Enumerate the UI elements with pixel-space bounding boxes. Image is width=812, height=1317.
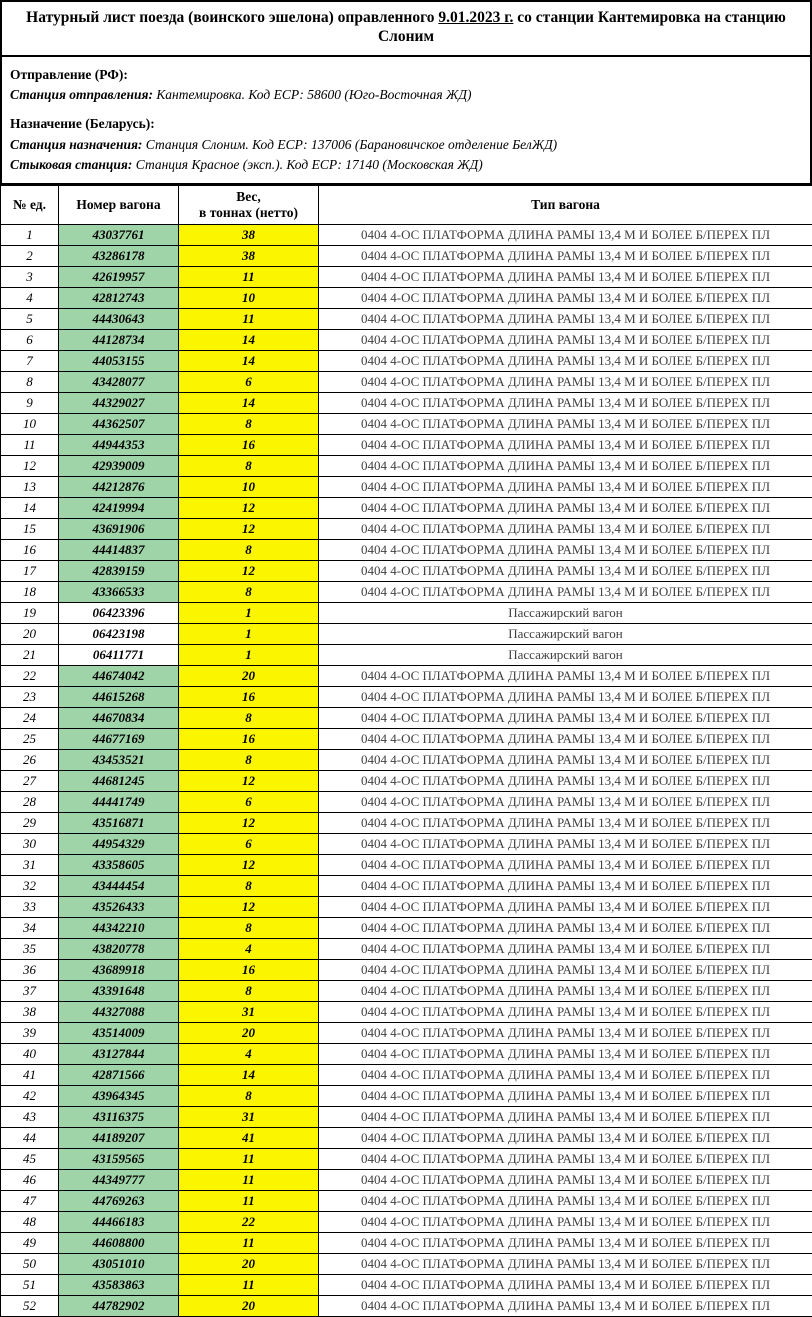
cell-unit-number: 39: [1, 1023, 59, 1044]
cell-car-type: 0404 4-ОС ПЛАТФОРМА ДЛИНА РАМЫ 13,4 М И БОЛЕЕ Б/ПЕРЕХ ПЛ: [319, 1233, 812, 1254]
header-car-number: Номер вагона: [59, 186, 179, 225]
cell-weight: 6: [179, 372, 319, 393]
cell-car-number: 44608800: [59, 1233, 179, 1254]
cell-car-type: Пассажирский вагон: [319, 624, 812, 645]
route-info-block: [0, 57, 812, 185]
cell-weight: 16: [179, 960, 319, 981]
cell-weight: 20: [179, 1023, 319, 1044]
table-row: [1, 1023, 812, 1044]
cell-car-type: 0404 4-ОС ПЛАТФОРМА ДЛИНА РАМЫ 13,4 М И БОЛЕЕ Б/ПЕРЕХ ПЛ: [319, 855, 812, 876]
cell-car-number: 43116375: [59, 1107, 179, 1128]
cell-car-number: 42871566: [59, 1065, 179, 1086]
table-row: [1, 351, 812, 372]
cell-unit-number: 25: [1, 729, 59, 750]
table-row: [1, 288, 812, 309]
cell-car-number: 44615268: [59, 687, 179, 708]
cell-unit-number: 40: [1, 1044, 59, 1065]
table-row: [1, 1149, 812, 1170]
departure-station-line: [10, 85, 802, 105]
cell-car-number: 42812743: [59, 288, 179, 309]
cell-car-type: 0404 4-ОС ПЛАТФОРМА ДЛИНА РАМЫ 13,4 М И БОЛЕЕ Б/ПЕРЕХ ПЛ: [319, 708, 812, 729]
cell-unit-number: 43: [1, 1107, 59, 1128]
cell-car-number: 44212876: [59, 477, 179, 498]
cell-unit-number: 48: [1, 1212, 59, 1233]
table-header-row: [1, 186, 812, 225]
cell-car-type: 0404 4-ОС ПЛАТФОРМА ДЛИНА РАМЫ 13,4 М И БОЛЕЕ Б/ПЕРЕХ ПЛ: [319, 582, 812, 603]
cell-car-type: 0404 4-ОС ПЛАТФОРМА ДЛИНА РАМЫ 13,4 М И БОЛЕЕ Б/ПЕРЕХ ПЛ: [319, 498, 812, 519]
cell-car-type: 0404 4-ОС ПЛАТФОРМА ДЛИНА РАМЫ 13,4 М И БОЛЕЕ Б/ПЕРЕХ ПЛ: [319, 1170, 812, 1191]
cell-car-type: 0404 4-ОС ПЛАТФОРМА ДЛИНА РАМЫ 13,4 М И БОЛЕЕ Б/ПЕРЕХ ПЛ: [319, 981, 812, 1002]
cell-car-number: 43453521: [59, 750, 179, 771]
cell-unit-number: 6: [1, 330, 59, 351]
cell-car-type: 0404 4-ОС ПЛАТФОРМА ДЛИНА РАМЫ 13,4 М И БОЛЕЕ Б/ПЕРЕХ ПЛ: [319, 267, 812, 288]
table-row: [1, 414, 812, 435]
cell-weight: 20: [179, 1254, 319, 1275]
cell-weight: 10: [179, 288, 319, 309]
cars-table-head: [1, 186, 812, 225]
cell-car-number: 44362507: [59, 414, 179, 435]
table-row: [1, 1254, 812, 1275]
cell-unit-number: 23: [1, 687, 59, 708]
table-row: [1, 477, 812, 498]
cell-car-type: 0404 4-ОС ПЛАТФОРМА ДЛИНА РАМЫ 13,4 М И БОЛЕЕ Б/ПЕРЕХ ПЛ: [319, 330, 812, 351]
table-row: [1, 855, 812, 876]
table-row: [1, 267, 812, 288]
cell-unit-number: 36: [1, 960, 59, 981]
cell-car-number: 43691906: [59, 519, 179, 540]
cell-unit-number: 32: [1, 876, 59, 897]
table-row: [1, 708, 812, 729]
cell-car-number: 44674042: [59, 666, 179, 687]
departure-header: Отправление (РФ):: [10, 67, 128, 82]
cell-weight: 11: [179, 1149, 319, 1170]
cell-unit-number: 21: [1, 645, 59, 666]
table-row: [1, 1065, 812, 1086]
cell-weight: 11: [179, 1233, 319, 1254]
cell-car-number: 43428077: [59, 372, 179, 393]
cell-car-type: 0404 4-ОС ПЛАТФОРМА ДЛИНА РАМЫ 13,4 М И БОЛЕЕ Б/ПЕРЕХ ПЛ: [319, 1212, 812, 1233]
table-row: [1, 330, 812, 351]
table-row: [1, 1233, 812, 1254]
cell-weight: 8: [179, 708, 319, 729]
cell-weight: 16: [179, 729, 319, 750]
cell-weight: 8: [179, 456, 319, 477]
cell-weight: 20: [179, 1296, 319, 1317]
title-date: 9.01.2023 г.: [438, 9, 513, 26]
cell-weight: 11: [179, 267, 319, 288]
cell-car-number: 44466183: [59, 1212, 179, 1233]
cell-car-number: 44681245: [59, 771, 179, 792]
table-row: [1, 813, 812, 834]
cell-weight: 12: [179, 519, 319, 540]
cell-car-number: 43159565: [59, 1149, 179, 1170]
cell-unit-number: 1: [1, 225, 59, 246]
header-num: № ед.: [1, 186, 59, 225]
cell-weight: 38: [179, 246, 319, 267]
cell-car-number: 44349777: [59, 1170, 179, 1191]
cell-car-number: 44053155: [59, 351, 179, 372]
destination-value: Станция Слоним. Код ЕСР: 137006 (Барановичское отделение БелЖД): [146, 137, 557, 152]
cell-car-number: 43514009: [59, 1023, 179, 1044]
cell-car-number: 06411771: [59, 645, 179, 666]
cell-car-number: 44430643: [59, 309, 179, 330]
cell-unit-number: 28: [1, 792, 59, 813]
table-row: [1, 372, 812, 393]
table-row: [1, 540, 812, 561]
table-row: [1, 1275, 812, 1296]
cell-unit-number: 17: [1, 561, 59, 582]
cell-weight: 22: [179, 1212, 319, 1233]
table-row: [1, 1002, 812, 1023]
table-row: [1, 561, 812, 582]
cell-unit-number: 8: [1, 372, 59, 393]
cell-unit-number: 30: [1, 834, 59, 855]
cell-car-type: 0404 4-ОС ПЛАТФОРМА ДЛИНА РАМЫ 13,4 М И БОЛЕЕ Б/ПЕРЕХ ПЛ: [319, 309, 812, 330]
cell-car-number: 42939009: [59, 456, 179, 477]
table-row: [1, 1128, 812, 1149]
cell-weight: 8: [179, 750, 319, 771]
cell-unit-number: 44: [1, 1128, 59, 1149]
table-row: [1, 981, 812, 1002]
info-spacer: [10, 105, 802, 114]
cell-car-type: 0404 4-ОС ПЛАТФОРМА ДЛИНА РАМЫ 13,4 М И БОЛЕЕ Б/ПЕРЕХ ПЛ: [319, 1065, 812, 1086]
destination-header: Назначение (Беларусь):: [10, 116, 155, 131]
header-car-type: Тип вагона: [319, 186, 812, 225]
cell-unit-number: 51: [1, 1275, 59, 1296]
cell-weight: 4: [179, 939, 319, 960]
cell-car-number: 43286178: [59, 246, 179, 267]
cell-car-type: 0404 4-ОС ПЛАТФОРМА ДЛИНА РАМЫ 13,4 М И БОЛЕЕ Б/ПЕРЕХ ПЛ: [319, 1002, 812, 1023]
cell-weight: 11: [179, 1275, 319, 1296]
cell-weight: 8: [179, 582, 319, 603]
table-row: [1, 1212, 812, 1233]
table-row: [1, 1086, 812, 1107]
cell-weight: 12: [179, 561, 319, 582]
cars-table-body: [1, 225, 812, 1317]
cell-unit-number: 33: [1, 897, 59, 918]
cell-car-type: 0404 4-ОС ПЛАТФОРМА ДЛИНА РАМЫ 13,4 М И БОЛЕЕ Б/ПЕРЕХ ПЛ: [319, 1191, 812, 1212]
cell-weight: 4: [179, 1044, 319, 1065]
cell-unit-number: 46: [1, 1170, 59, 1191]
cell-unit-number: 13: [1, 477, 59, 498]
cell-unit-number: 2: [1, 246, 59, 267]
junction-value: Станция Красное (эксп.). Код ЕСР: 17140 (Московская ЖД): [136, 157, 483, 172]
header-weight-line1: Вес,: [181, 189, 316, 205]
table-row: [1, 582, 812, 603]
table-row: [1, 876, 812, 897]
table-row: [1, 1191, 812, 1212]
cell-unit-number: 29: [1, 813, 59, 834]
cell-car-number: 44329027: [59, 393, 179, 414]
cell-unit-number: 26: [1, 750, 59, 771]
cell-weight: 8: [179, 876, 319, 897]
cell-unit-number: 45: [1, 1149, 59, 1170]
cell-car-type: 0404 4-ОС ПЛАТФОРМА ДЛИНА РАМЫ 13,4 М И БОЛЕЕ Б/ПЕРЕХ ПЛ: [319, 1023, 812, 1044]
cell-car-type: 0404 4-ОС ПЛАТФОРМА ДЛИНА РАМЫ 13,4 М И БОЛЕЕ Б/ПЕРЕХ ПЛ: [319, 351, 812, 372]
departure-label: Станция отправления:: [10, 87, 153, 102]
cell-unit-number: 38: [1, 1002, 59, 1023]
cell-car-type: 0404 4-ОС ПЛАТФОРМА ДЛИНА РАМЫ 13,4 М И БОЛЕЕ Б/ПЕРЕХ ПЛ: [319, 456, 812, 477]
cell-unit-number: 24: [1, 708, 59, 729]
table-row: [1, 246, 812, 267]
table-row: [1, 498, 812, 519]
junction-station-line: [10, 155, 802, 175]
cell-unit-number: 10: [1, 414, 59, 435]
cell-weight: 12: [179, 813, 319, 834]
cell-car-type: 0404 4-ОС ПЛАТФОРМА ДЛИНА РАМЫ 13,4 М И БОЛЕЕ Б/ПЕРЕХ ПЛ: [319, 540, 812, 561]
departure-value: Кантемировка. Код ЕСР: 58600 (Юго-Восточная ЖД): [156, 87, 471, 102]
cell-unit-number: 4: [1, 288, 59, 309]
cell-unit-number: 11: [1, 435, 59, 456]
cars-table: [0, 185, 812, 1317]
table-row: [1, 456, 812, 477]
cell-weight: 12: [179, 498, 319, 519]
cell-car-number: 43820778: [59, 939, 179, 960]
table-row: [1, 309, 812, 330]
cell-car-number: 44414837: [59, 540, 179, 561]
cell-car-type: 0404 4-ОС ПЛАТФОРМА ДЛИНА РАМЫ 13,4 М И БОЛЕЕ Б/ПЕРЕХ ПЛ: [319, 519, 812, 540]
cell-weight: 8: [179, 414, 319, 435]
table-row: [1, 687, 812, 708]
cell-unit-number: 5: [1, 309, 59, 330]
cell-unit-number: 27: [1, 771, 59, 792]
table-row: [1, 1107, 812, 1128]
destination-header-line: [10, 114, 802, 134]
cell-weight: 1: [179, 603, 319, 624]
cell-car-number: 43583863: [59, 1275, 179, 1296]
cell-weight: 38: [179, 225, 319, 246]
cell-car-number: 44677169: [59, 729, 179, 750]
cell-car-type: 0404 4-ОС ПЛАТФОРМА ДЛИНА РАМЫ 13,4 М И БОЛЕЕ Б/ПЕРЕХ ПЛ: [319, 1275, 812, 1296]
cell-car-number: 43516871: [59, 813, 179, 834]
cell-weight: 20: [179, 666, 319, 687]
table-row: [1, 960, 812, 981]
cell-car-type: 0404 4-ОС ПЛАТФОРМА ДЛИНА РАМЫ 13,4 М И БОЛЕЕ Б/ПЕРЕХ ПЛ: [319, 393, 812, 414]
cell-car-type: 0404 4-ОС ПЛАТФОРМА ДЛИНА РАМЫ 13,4 М И БОЛЕЕ Б/ПЕРЕХ ПЛ: [319, 876, 812, 897]
cell-car-number: 44189207: [59, 1128, 179, 1149]
cell-car-number: 43964345: [59, 1086, 179, 1107]
cell-car-type: 0404 4-ОС ПЛАТФОРМА ДЛИНА РАМЫ 13,4 М И БОЛЕЕ Б/ПЕРЕХ ПЛ: [319, 225, 812, 246]
cell-car-type: 0404 4-ОС ПЛАТФОРМА ДЛИНА РАМЫ 13,4 М И БОЛЕЕ Б/ПЕРЕХ ПЛ: [319, 1044, 812, 1065]
cell-car-number: 06423198: [59, 624, 179, 645]
cell-unit-number: 19: [1, 603, 59, 624]
destination-station-line: [10, 135, 802, 155]
table-row: [1, 897, 812, 918]
cell-unit-number: 34: [1, 918, 59, 939]
title-middle: со станции Кантемировка на станцию Слоним: [378, 9, 786, 45]
cell-car-number: 42839159: [59, 561, 179, 582]
cell-car-type: 0404 4-ОС ПЛАТФОРМА ДЛИНА РАМЫ 13,4 М И БОЛЕЕ Б/ПЕРЕХ ПЛ: [319, 729, 812, 750]
cell-car-number: 43366533: [59, 582, 179, 603]
cell-unit-number: 41: [1, 1065, 59, 1086]
cell-weight: 14: [179, 1065, 319, 1086]
cell-car-number: 43037761: [59, 225, 179, 246]
cell-car-type: 0404 4-ОС ПЛАТФОРМА ДЛИНА РАМЫ 13,4 М И БОЛЕЕ Б/ПЕРЕХ ПЛ: [319, 1254, 812, 1275]
cell-weight: 12: [179, 855, 319, 876]
cell-unit-number: 31: [1, 855, 59, 876]
cell-unit-number: 22: [1, 666, 59, 687]
cell-unit-number: 14: [1, 498, 59, 519]
cell-car-type: 0404 4-ОС ПЛАТФОРМА ДЛИНА РАМЫ 13,4 М И БОЛЕЕ Б/ПЕРЕХ ПЛ: [319, 435, 812, 456]
table-row: [1, 792, 812, 813]
cell-unit-number: 15: [1, 519, 59, 540]
cell-car-number: 43526433: [59, 897, 179, 918]
table-row: [1, 393, 812, 414]
cell-car-type: 0404 4-ОС ПЛАТФОРМА ДЛИНА РАМЫ 13,4 М И БОЛЕЕ Б/ПЕРЕХ ПЛ: [319, 1128, 812, 1149]
cell-car-number: 44128734: [59, 330, 179, 351]
cell-unit-number: 35: [1, 939, 59, 960]
cell-weight: 11: [179, 309, 319, 330]
cell-car-type: 0404 4-ОС ПЛАТФОРМА ДЛИНА РАМЫ 13,4 М И БОЛЕЕ Б/ПЕРЕХ ПЛ: [319, 1149, 812, 1170]
cell-car-number: 44342210: [59, 918, 179, 939]
cell-car-type: 0404 4-ОС ПЛАТФОРМА ДЛИНА РАМЫ 13,4 М И БОЛЕЕ Б/ПЕРЕХ ПЛ: [319, 477, 812, 498]
cell-car-type: 0404 4-ОС ПЛАТФОРМА ДЛИНА РАМЫ 13,4 М И БОЛЕЕ Б/ПЕРЕХ ПЛ: [319, 666, 812, 687]
table-row: [1, 666, 812, 687]
cell-car-type: 0404 4-ОС ПЛАТФОРМА ДЛИНА РАМЫ 13,4 М И БОЛЕЕ Б/ПЕРЕХ ПЛ: [319, 372, 812, 393]
cell-weight: 31: [179, 1002, 319, 1023]
cell-car-number: 44441749: [59, 792, 179, 813]
cell-car-type: 0404 4-ОС ПЛАТФОРМА ДЛИНА РАМЫ 13,4 М И БОЛЕЕ Б/ПЕРЕХ ПЛ: [319, 792, 812, 813]
cell-weight: 14: [179, 351, 319, 372]
cell-car-number: 44769263: [59, 1191, 179, 1212]
cell-car-type: 0404 4-ОС ПЛАТФОРМА ДЛИНА РАМЫ 13,4 М И БОЛЕЕ Б/ПЕРЕХ ПЛ: [319, 897, 812, 918]
cell-weight: 14: [179, 330, 319, 351]
table-row: [1, 1170, 812, 1191]
table-row: [1, 750, 812, 771]
cell-car-type: 0404 4-ОС ПЛАТФОРМА ДЛИНА РАМЫ 13,4 М И БОЛЕЕ Б/ПЕРЕХ ПЛ: [319, 960, 812, 981]
cell-car-number: 43358605: [59, 855, 179, 876]
departure-header-line: [10, 65, 802, 85]
cell-car-number: 42419994: [59, 498, 179, 519]
cell-car-type: 0404 4-ОС ПЛАТФОРМА ДЛИНА РАМЫ 13,4 М И БОЛЕЕ Б/ПЕРЕХ ПЛ: [319, 939, 812, 960]
cell-car-number: 44954329: [59, 834, 179, 855]
cell-car-type: Пассажирский вагон: [319, 603, 812, 624]
table-row: [1, 225, 812, 246]
cell-weight: 12: [179, 897, 319, 918]
cell-weight: 1: [179, 645, 319, 666]
cell-unit-number: 16: [1, 540, 59, 561]
cell-car-type: 0404 4-ОС ПЛАТФОРМА ДЛИНА РАМЫ 13,4 М И БОЛЕЕ Б/ПЕРЕХ ПЛ: [319, 813, 812, 834]
cell-unit-number: 7: [1, 351, 59, 372]
table-row: [1, 624, 812, 645]
cell-unit-number: 3: [1, 267, 59, 288]
cell-unit-number: 12: [1, 456, 59, 477]
table-row: [1, 603, 812, 624]
header-weight: [179, 186, 319, 225]
cell-unit-number: 42: [1, 1086, 59, 1107]
cell-weight: 8: [179, 1086, 319, 1107]
cell-weight: 16: [179, 687, 319, 708]
cell-weight: 6: [179, 792, 319, 813]
cell-weight: 10: [179, 477, 319, 498]
cell-weight: 31: [179, 1107, 319, 1128]
cell-car-number: 43391648: [59, 981, 179, 1002]
cell-weight: 16: [179, 435, 319, 456]
cell-car-number: 43051010: [59, 1254, 179, 1275]
cell-car-number: 43689918: [59, 960, 179, 981]
destination-label: Станция назначения:: [10, 137, 142, 152]
document-title: [0, 0, 812, 57]
table-row: [1, 729, 812, 750]
header-weight-line2: в тоннах (нетто): [181, 205, 316, 221]
cell-weight: 8: [179, 540, 319, 561]
cell-car-type: Пассажирский вагон: [319, 645, 812, 666]
cell-car-number: 06423396: [59, 603, 179, 624]
cell-weight: 8: [179, 918, 319, 939]
junction-label: Стыковая станция:: [10, 157, 132, 172]
cell-car-number: 44944353: [59, 435, 179, 456]
cell-car-type: 0404 4-ОС ПЛАТФОРМА ДЛИНА РАМЫ 13,4 М И БОЛЕЕ Б/ПЕРЕХ ПЛ: [319, 834, 812, 855]
cell-car-number: 44782902: [59, 1296, 179, 1317]
cell-unit-number: 20: [1, 624, 59, 645]
table-row: [1, 918, 812, 939]
cell-unit-number: 37: [1, 981, 59, 1002]
table-row: [1, 771, 812, 792]
cell-weight: 11: [179, 1170, 319, 1191]
cell-unit-number: 49: [1, 1233, 59, 1254]
table-row: [1, 834, 812, 855]
cell-unit-number: 18: [1, 582, 59, 603]
cell-car-type: 0404 4-ОС ПЛАТФОРМА ДЛИНА РАМЫ 13,4 М И БОЛЕЕ Б/ПЕРЕХ ПЛ: [319, 288, 812, 309]
table-row: [1, 1044, 812, 1065]
table-row: [1, 1296, 812, 1317]
table-row: [1, 435, 812, 456]
cell-car-number: 42619957: [59, 267, 179, 288]
table-row: [1, 645, 812, 666]
title-prefix: Натурный лист поезда (воинского эшелона) оправленного: [26, 9, 438, 26]
cell-car-number: 44670834: [59, 708, 179, 729]
table-row: [1, 939, 812, 960]
cell-car-type: 0404 4-ОС ПЛАТФОРМА ДЛИНА РАМЫ 13,4 М И БОЛЕЕ Б/ПЕРЕХ ПЛ: [319, 750, 812, 771]
cell-car-type: 0404 4-ОС ПЛАТФОРМА ДЛИНА РАМЫ 13,4 М И БОЛЕЕ Б/ПЕРЕХ ПЛ: [319, 1296, 812, 1317]
cell-weight: 6: [179, 834, 319, 855]
cell-weight: 12: [179, 771, 319, 792]
cell-car-number: 44327088: [59, 1002, 179, 1023]
cell-unit-number: 47: [1, 1191, 59, 1212]
cell-weight: 8: [179, 981, 319, 1002]
cell-car-type: 0404 4-ОС ПЛАТФОРМА ДЛИНА РАМЫ 13,4 М И БОЛЕЕ Б/ПЕРЕХ ПЛ: [319, 687, 812, 708]
cell-car-number: 43127844: [59, 1044, 179, 1065]
cell-unit-number: 9: [1, 393, 59, 414]
cell-unit-number: 52: [1, 1296, 59, 1317]
cell-weight: 11: [179, 1191, 319, 1212]
cell-unit-number: 50: [1, 1254, 59, 1275]
cell-car-type: 0404 4-ОС ПЛАТФОРМА ДЛИНА РАМЫ 13,4 М И БОЛЕЕ Б/ПЕРЕХ ПЛ: [319, 414, 812, 435]
cell-car-type: 0404 4-ОС ПЛАТФОРМА ДЛИНА РАМЫ 13,4 М И БОЛЕЕ Б/ПЕРЕХ ПЛ: [319, 771, 812, 792]
cell-weight: 1: [179, 624, 319, 645]
cell-car-type: 0404 4-ОС ПЛАТФОРМА ДЛИНА РАМЫ 13,4 М И БОЛЕЕ Б/ПЕРЕХ ПЛ: [319, 1107, 812, 1128]
cell-car-type: 0404 4-ОС ПЛАТФОРМА ДЛИНА РАМЫ 13,4 М И БОЛЕЕ Б/ПЕРЕХ ПЛ: [319, 561, 812, 582]
cell-weight: 41: [179, 1128, 319, 1149]
cell-weight: 14: [179, 393, 319, 414]
table-row: [1, 519, 812, 540]
cell-car-type: 0404 4-ОС ПЛАТФОРМА ДЛИНА РАМЫ 13,4 М И БОЛЕЕ Б/ПЕРЕХ ПЛ: [319, 918, 812, 939]
cell-car-type: 0404 4-ОС ПЛАТФОРМА ДЛИНА РАМЫ 13,4 М И БОЛЕЕ Б/ПЕРЕХ ПЛ: [319, 246, 812, 267]
cell-car-number: 43444454: [59, 876, 179, 897]
cell-car-type: 0404 4-ОС ПЛАТФОРМА ДЛИНА РАМЫ 13,4 М И БОЛЕЕ Б/ПЕРЕХ ПЛ: [319, 1086, 812, 1107]
